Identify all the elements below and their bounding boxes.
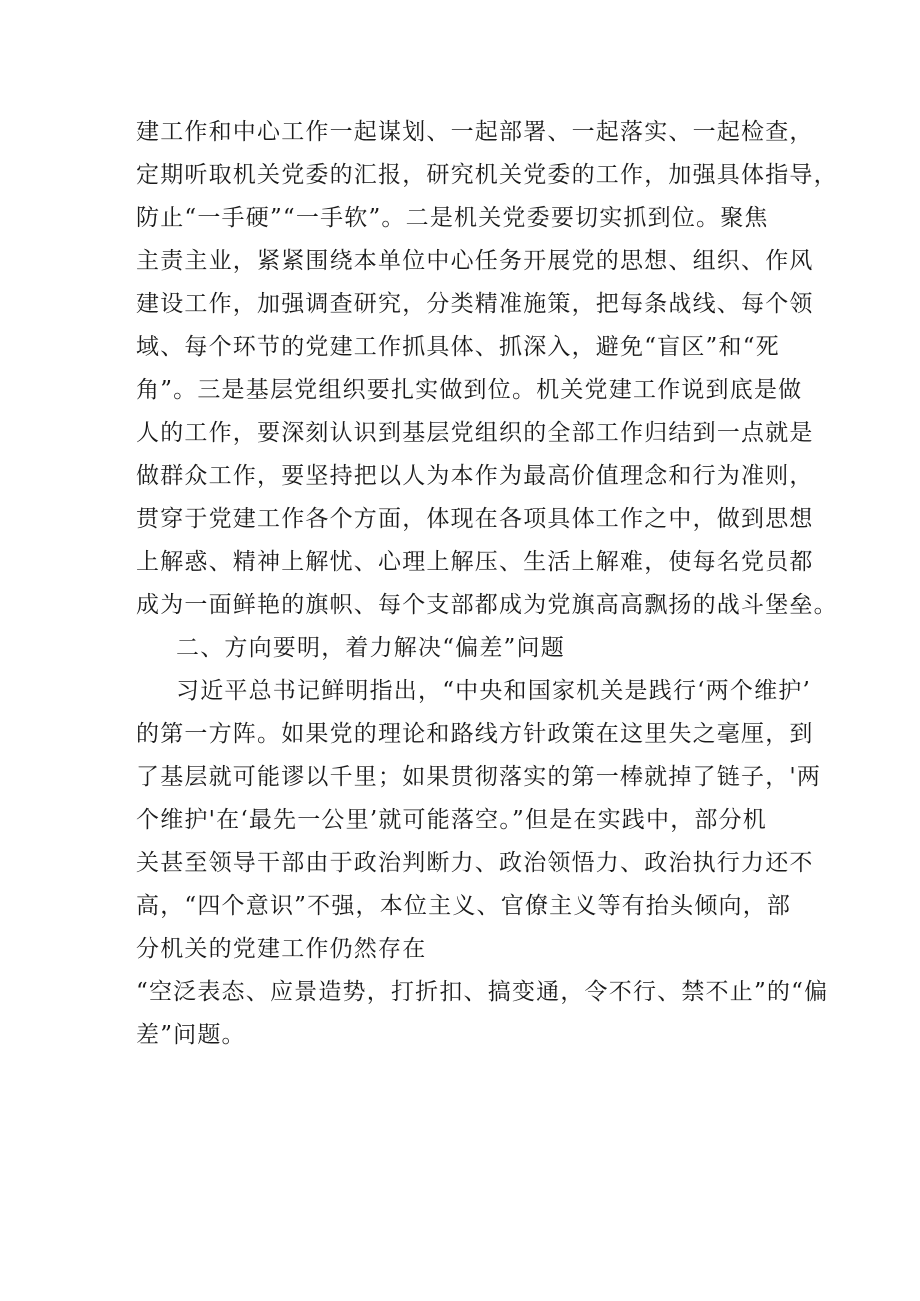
text-line: 成为一面鲜艳的旗帜、每个支部都成为党旗高高飘扬的战斗堡垒。 <box>136 592 838 618</box>
text-line: 上解惑、精神上解忧、心理上解压、生活上解难，使每名党员都 <box>136 549 814 575</box>
text-line: 习近平总书记鲜明指出，“中央和国家机关是践行‘两个维护’ <box>176 678 811 704</box>
text-line: 防止“一手硬”“一手软”。二是机关党委要切实抓到位。聚焦 <box>136 205 769 231</box>
text-line: 差”问题。 <box>136 1022 246 1048</box>
text-line: 贯穿于党建工作各个方面，体现在各项具体工作之中，做到思想 <box>136 506 814 532</box>
text-line: 个维护'在‘最先一公里’就可能落空。”但是在实践中，部分机 <box>136 807 768 833</box>
text-line: 了基层就可能谬以千里；如果贯彻落实的第一棒就掉了链子，'两 <box>136 764 822 790</box>
text-line: 主责主业，紧紧围绕本单位中心任务开展党的思想、组织、作风 <box>136 248 814 274</box>
section-heading: 二、方向要明，着力解决“偏差”问题 <box>176 635 565 661</box>
text-line: 分机关的党建工作仍然存在 <box>136 936 427 962</box>
text-line: 关甚至领导干部由于政治判断力、政治领悟力、政治执行力还不 <box>136 850 814 876</box>
text-line: 建设工作，加强调查研究，分类精准施策，把每条战线、每个领 <box>136 291 814 317</box>
text-line: 域、每个环节的党建工作抓具体、抓深入，避免“盲区”和“死 <box>136 334 780 360</box>
text-line: “空泛表态、应景造势，打折扣、搞变通，令不行、禁不止”的“偏 <box>136 979 829 1005</box>
text-line: 建工作和中心工作一起谋划、一起部署、一起落实、一起检查， <box>136 119 814 145</box>
text-line: 的第一方阵。如果党的理论和路线方针政策在这里失之毫厘，到 <box>136 721 814 747</box>
text-line: 高，“四个意识”不强，本位主义、官僚主义等有抬头倾向，部 <box>136 893 792 919</box>
text-line: 人的工作，要深刻认识到基层党组织的全部工作归结到一点就是 <box>136 420 814 446</box>
text-line: 定期听取机关党委的汇报，研究机关党委的工作，加强具体指导， <box>136 162 838 188</box>
text-line: 角”。三是基层党组织要扎实做到位。机关党建工作说到底是做 <box>136 377 803 403</box>
text-line: 做群众工作，要坚持把以人为本作为最高价值理念和行为准则， <box>136 463 814 489</box>
